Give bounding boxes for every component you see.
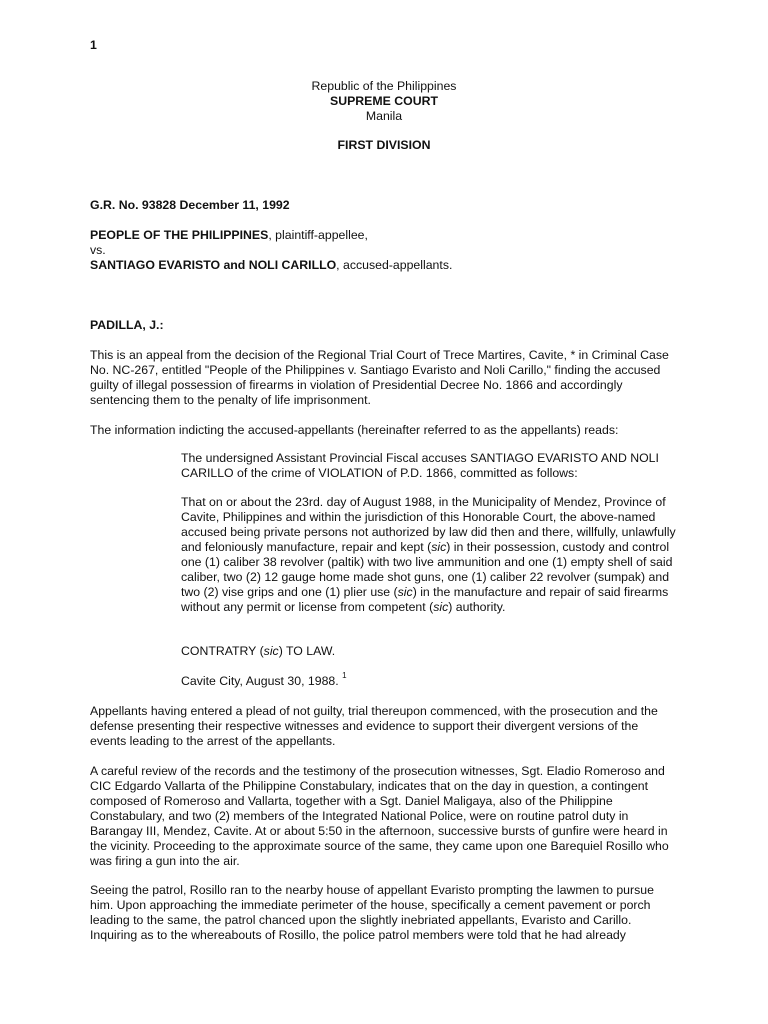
- quote-paragraph-1: The undersigned Assistant Provincial Fiscal accuses SANTIAGO EVARISTO AND NOLI CARILLO of the crime of VIOLATION of P.D. 1866, committed as follows:: [181, 451, 659, 480]
- page-number: 1: [90, 38, 97, 52]
- header-location: Manila: [365, 109, 403, 123]
- paragraph-2: The information indicting the accused-appellants (hereinafter referred to as the appellants) reads:: [90, 423, 619, 437]
- sic-marker: sic: [431, 540, 447, 554]
- quote-paragraph-3: CONTRATRY (sic) TO LAW.: [181, 644, 336, 658]
- sic-marker: sic: [397, 585, 413, 599]
- sic-marker: sic: [263, 644, 279, 658]
- quote-signature-line: Cavite City, August 30, 1988. $^1$: [181, 670, 347, 688]
- header-republic: Republic of the Philippines: [311, 79, 457, 93]
- division-title: FIRST DIVISION: [337, 138, 431, 152]
- paragraph-1: This is an appeal from the decision of the Regional Trial Court of Trece Martires, Cavite, * in Criminal Case No. NC-267, entitled "People of the Philippines v. Santiago Evaristo and Noli Carillo," finding the accused guilty of illegal possession of firearms in violation of Presidential Decree No. 1866 and accordingly sentencing them to the penalty of life imprisonment.: [90, 348, 669, 407]
- court-header: [0, 79, 768, 124]
- case-number: G.R. No. 93828 December 11, 1992: [90, 198, 290, 212]
- quote-paragraph-2: That on or about the 23rd. day of August 1988, in the Municipality of Mendez, Province of Cavite, Philippines and within the jurisdiction of this Honorable Court, the above-named accused being private persons not authorized by law did then and there, willfully, unlawfully and feloniously manufacture, repair and kept (sic) in their possession, custody and control one (1) caliber 38 revolver (paltik) with two live ammunition and one (1) empty shell of said caliber, two (2) 12 gauge home made shot guns, one (1) caliber 22 revolver (sumpak) and two (2) vise grips and one (1) plier use (sic) in the manufacture and repair of said firearms without any permit or license from competent (sic) authority.: [181, 495, 676, 614]
- accused-name: SANTIAGO EVARISTO and NOLI CARILLO: [90, 258, 337, 272]
- case-parties: [90, 228, 670, 273]
- sic-marker: sic: [433, 600, 449, 614]
- versus: vs.: [90, 243, 106, 257]
- plaintiff-role: , plaintiff-appellee,: [268, 228, 368, 242]
- footnote-reference: 1: [342, 670, 347, 680]
- plaintiff-name: PEOPLE OF THE PHILIPPINES: [90, 228, 269, 242]
- ponente: PADILLA, J.:: [90, 318, 164, 332]
- accused-role: , accused-appellants.: [336, 258, 453, 272]
- paragraph-4: A careful review of the records and the testimony of the prosecution witnesses, Sgt. Eladio Romeroso and CIC Edgardo Vallarta of the Philippine Constabulary, indicates that on the day in question, a contingent composed of Romeroso and Vallarta, together with a Sgt. Daniel Maligaya, also of the Philippine Constabulary, and two (2) members of the Integrated National Police, were on routine patrol duty in Barangay III, Mendez, Cavite. At or about 5:50 in the afternoon, successive bursts of gunfire were heard in the vicinity. Proceeding to the approximate source of the same, they came upon one Barequiel Rosillo who was firing a gun into the air.: [90, 764, 669, 868]
- header-court: SUPREME COURT: [330, 94, 438, 108]
- accused-line: [90, 258, 670, 273]
- paragraph-3: Appellants having entered a plead of not guilty, trial thereupon commenced, with the prosecution and the defense presenting their respective witnesses and evidence to support their divergent versions of the events leading to the arrest of the appellants.: [90, 704, 658, 748]
- paragraph-5: Seeing the patrol, Rosillo ran to the nearby house of appellant Evaristo prompting the lawmen to pursue him. Upon approaching the immediate perimeter of the house, specifically a cement pavement or porch leading to the same, the patrol chanced upon the slightly inebriated appellants, Evaristo and Carillo. Inquiring as to the whereabouts of Rosillo, the police patrol members were told that he had already: [90, 883, 654, 942]
- plaintiff-line: [90, 228, 670, 243]
